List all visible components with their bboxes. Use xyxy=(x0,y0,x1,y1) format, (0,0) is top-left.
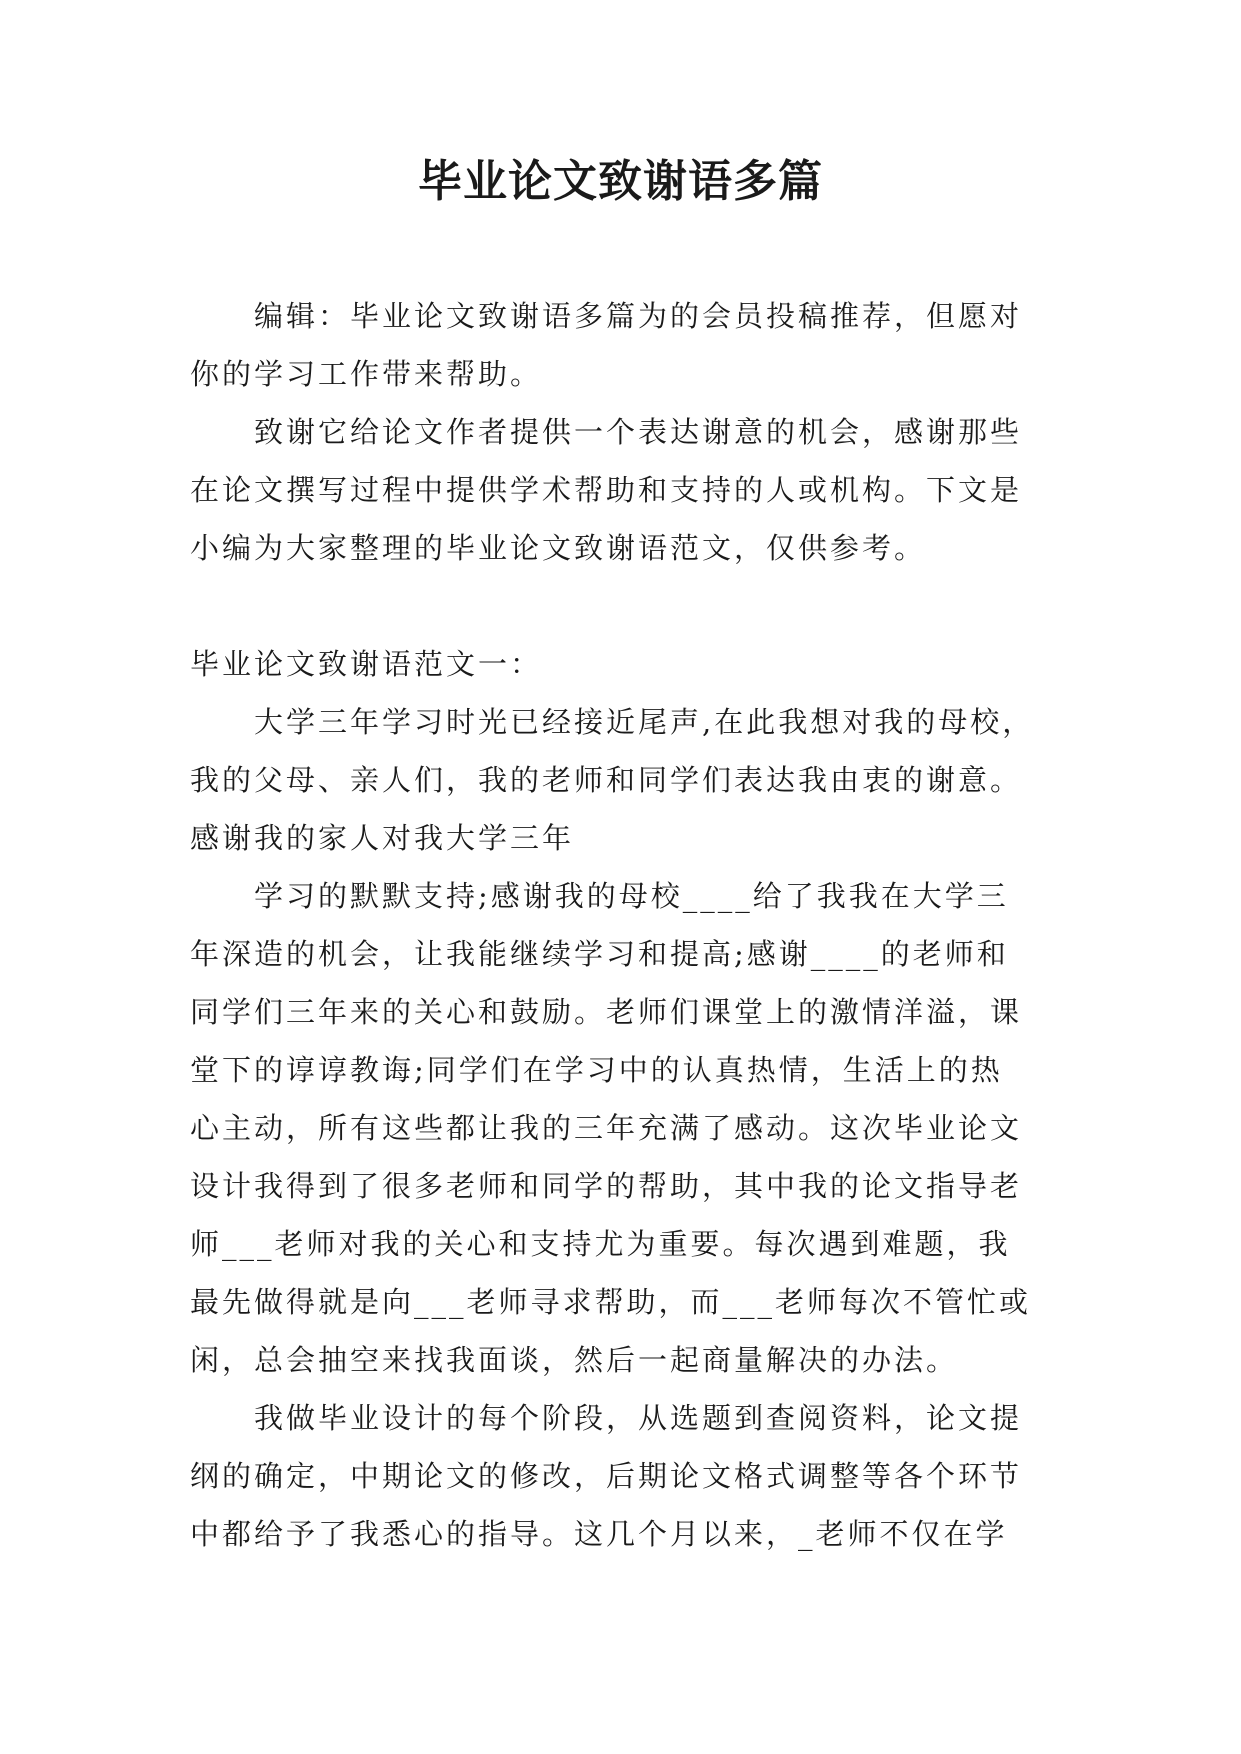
document-body xyxy=(190,287,1060,1563)
body-line: 我做毕业设计的每个阶段，从选题到查阅资料，论文提 xyxy=(190,1401,1023,1435)
body-line: 大学三年学习时光已经接近尾声,在此我想对我的母校， xyxy=(190,705,1035,739)
body-line: 师___老师对我的关心和支持尤为重要。每次遇到难题，我 xyxy=(190,1227,1011,1261)
body-line: 我的父母、亲人们，我的老师和同学们表达我由衷的谢意。 xyxy=(190,763,1023,797)
body-line: 你的学习工作带来帮助。 xyxy=(190,357,543,391)
body-line: 致谢它给论文作者提供一个表达谢意的机会，感谢那些 xyxy=(190,415,1023,449)
section-heading: 毕业论文致谢语范文一： xyxy=(190,647,543,681)
body-line: 年深造的机会，让我能继续学习和提高;感谢____的老师和 xyxy=(190,937,1009,971)
document-title: 毕业论文致谢语多篇 xyxy=(418,156,823,207)
body-line: 心主动，所有这些都让我的三年充满了感动。这次毕业论文 xyxy=(190,1111,1023,1145)
body-line: 在论文撰写过程中提供学术帮助和支持的人或机构。下文是 xyxy=(190,473,1023,507)
body-line: 小编为大家整理的毕业论文致谢语范文，仅供参考。 xyxy=(190,531,927,565)
blank-line xyxy=(190,577,1060,635)
body-line: 最先做得就是向___老师寻求帮助，而___老师每次不管忙或 xyxy=(190,1285,1032,1319)
body-line: 中都给予了我悉心的指导。这几个月以来，_老师不仅在学 xyxy=(190,1517,1008,1551)
body-line: 编辑：毕业论文致谢语多篇为的会员投稿推荐，但愿对 xyxy=(190,299,1023,333)
body-line: 同学们三年来的关心和鼓励。老师们课堂上的激情洋溢，课 xyxy=(190,995,1023,1029)
body-line: 设计我得到了很多老师和同学的帮助，其中我的论文指导老 xyxy=(190,1169,1023,1203)
body-line: 纲的确定，中期论文的修改，后期论文格式调整等各个环节 xyxy=(190,1459,1023,1493)
body-line: 学习的默默支持;感谢我的母校____给了我我在大学三 xyxy=(190,879,1009,913)
body-line: 感谢我的家人对我大学三年 xyxy=(190,821,575,855)
body-line: 闲，总会抽空来找我面谈，然后一起商量解决的办法。 xyxy=(190,1343,959,1377)
body-line: 堂下的谆谆教诲;同学们在学习中的认真热情，生活上的热 xyxy=(190,1053,1003,1087)
